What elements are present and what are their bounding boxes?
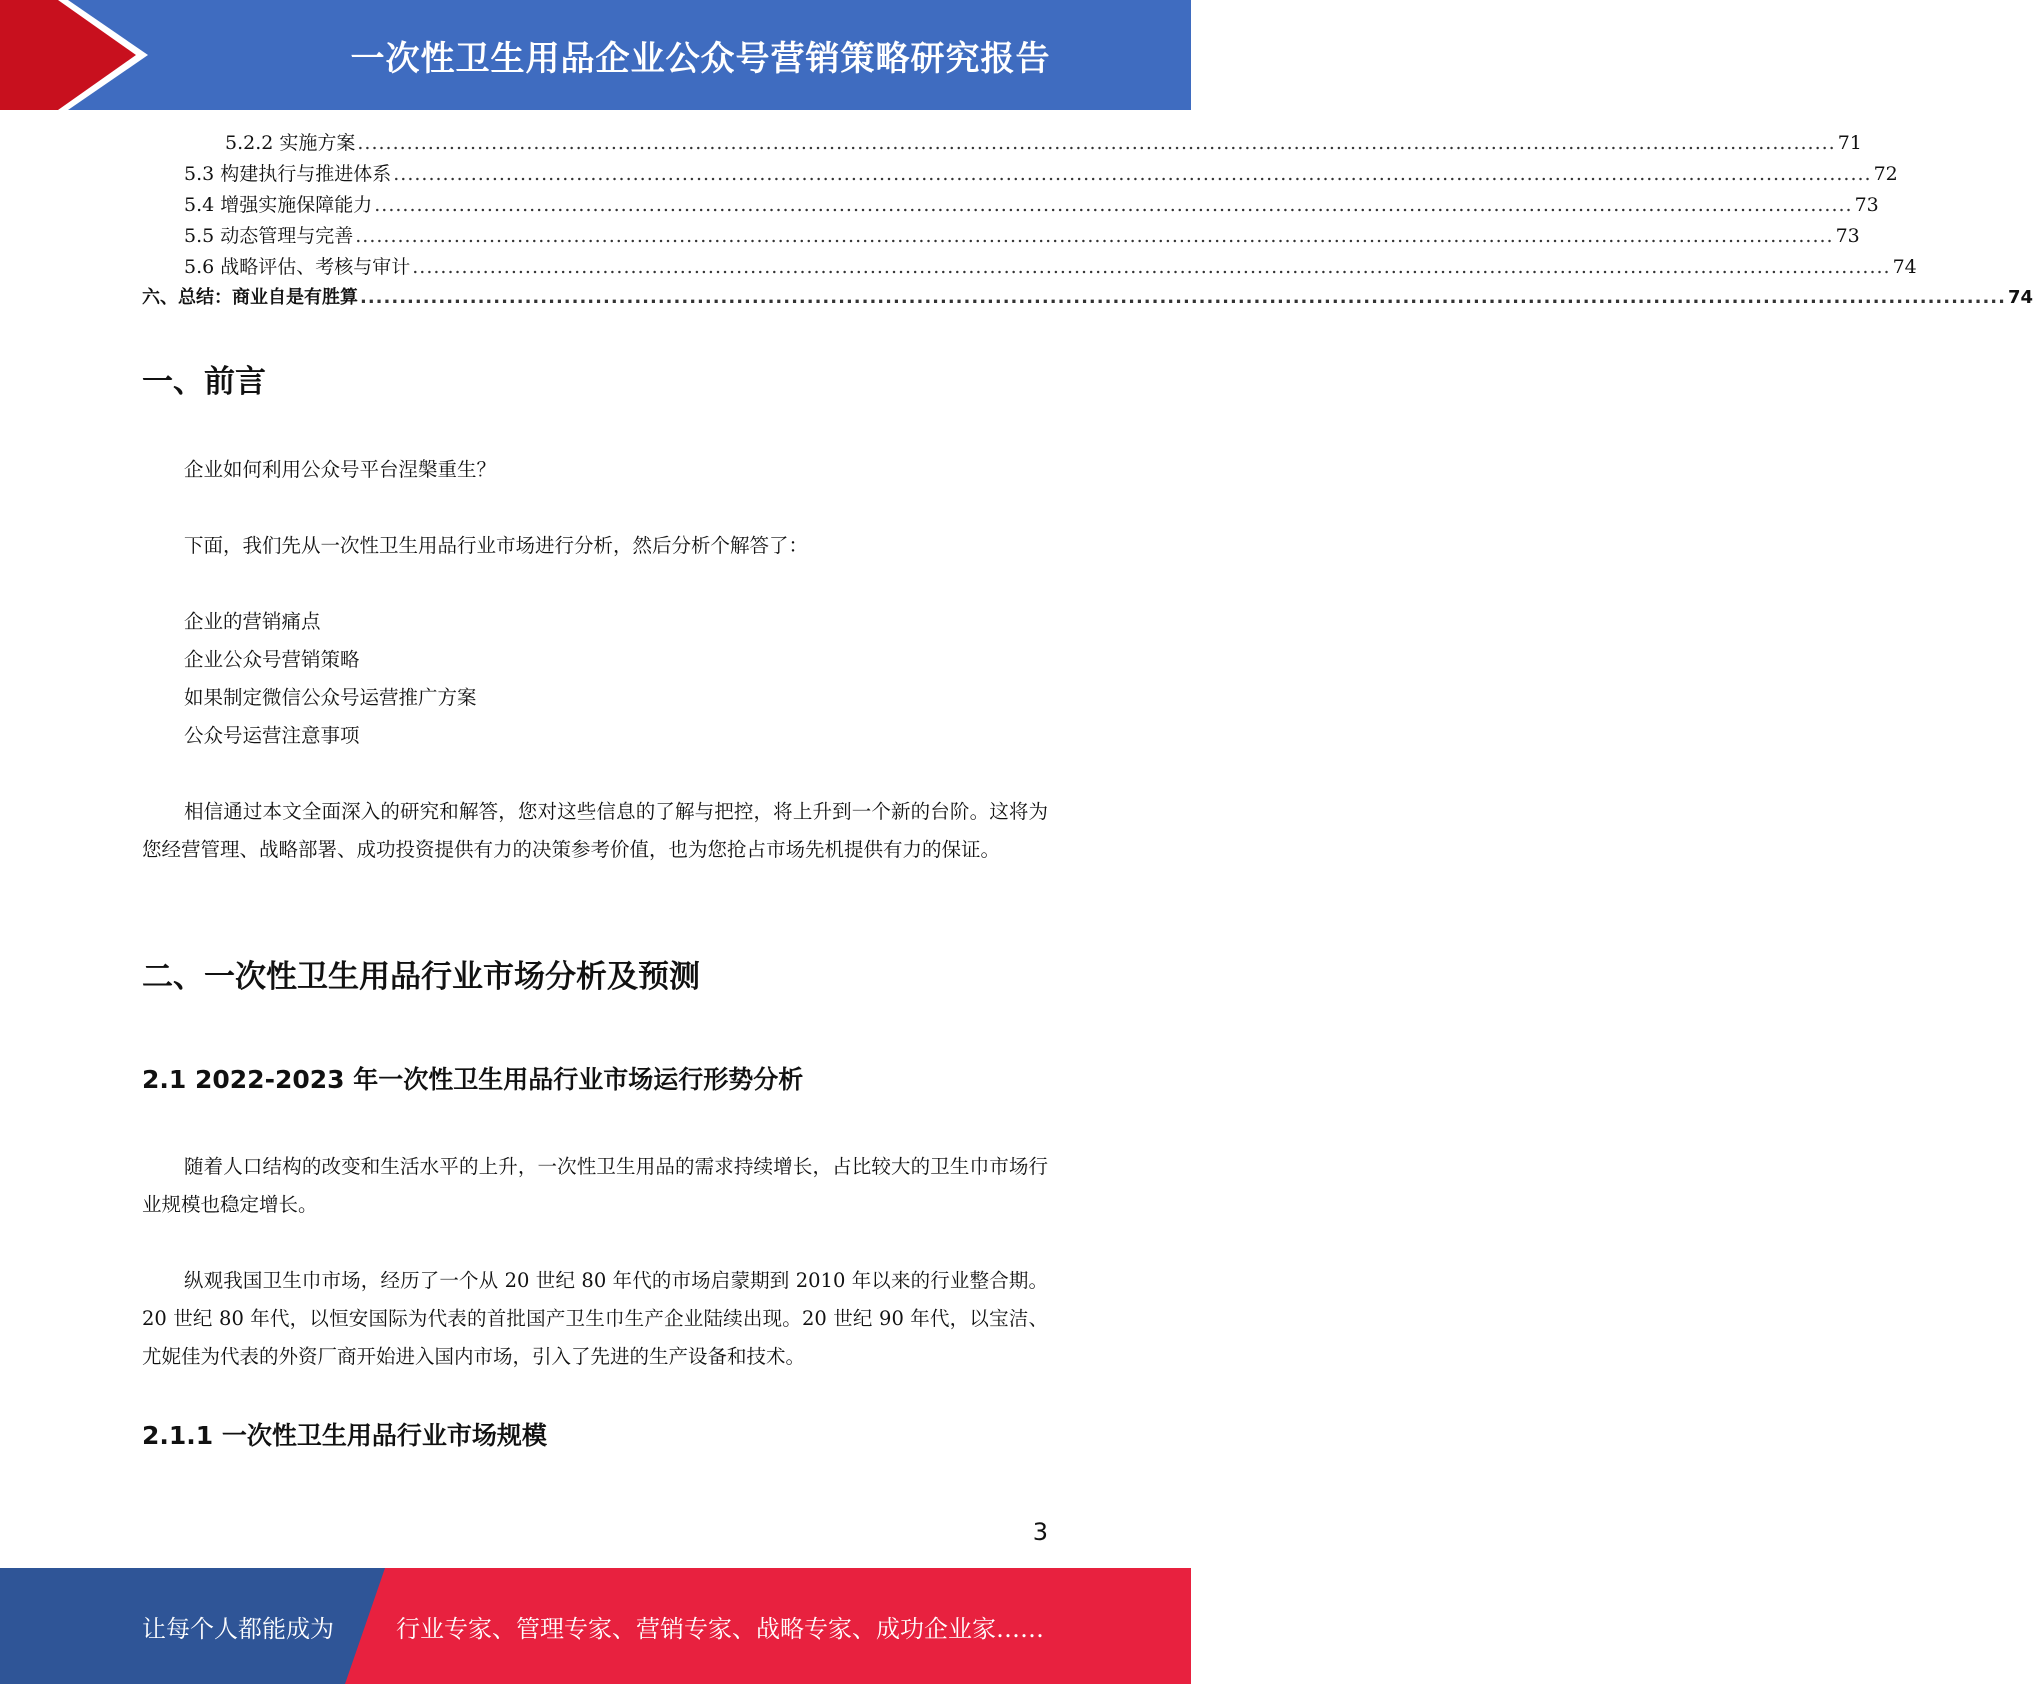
preface-list-item: 企业的营销痛点 [184, 610, 321, 633]
header-band [0, 0, 1191, 110]
table-of-contents [142, 128, 2033, 314]
toc-entry-label: 5.6 战略评估、考核与审计 [184, 256, 411, 278]
preface-intro: 下面，我们先从一次性卫生用品行业市场进行分析，然后分析个解答了： [184, 534, 809, 557]
toc-entry-page: 74 [1892, 256, 1917, 278]
toc-leader-dots: .................................................................................................................................................................................................................. [355, 225, 1834, 247]
section-2-1-paragraph: 随着人口结构的改变和生活水平的上升，一次性卫生用品的需求持续增长，占比较大的卫生巾市场行业规模也稳定增长。 [142, 1155, 1048, 1216]
preface-conclusion: 相信通过本文全面深入的研究和解答，您对这些信息的了解与把控，将上升到一个新的台阶。这将为您经营管理、战略部署、成功投资提供有力的决策参考价值，也为您抢占市场先机提供有力的保证。 [142, 800, 1048, 861]
toc-entry[interactable] [142, 221, 1860, 252]
toc-entry-page: 72 [1873, 163, 1898, 185]
toc-entry-label: 5.3 构建执行与推进体系 [184, 163, 392, 185]
section-2-1-heading: 2.1 2022-2023 年一次性卫生用品行业市场运行形势分析 [142, 1065, 804, 1094]
footer-slogan-left: 让每个人都能成为 [142, 1614, 334, 1643]
footer-band [0, 1568, 1191, 1684]
preface-heading: 一、前言 [142, 364, 266, 400]
preface-list-item: 如果制定微信公众号运营推广方案 [184, 686, 477, 709]
section-2-1-1-heading: 2.1.1 一次性卫生用品行业市场规模 [142, 1421, 547, 1450]
toc-entry-label: 5.4 增强实施保障能力 [184, 194, 373, 216]
page-number: 3 [1032, 1518, 1048, 1546]
footer-slogan-right: 行业专家、管理专家、营销专家、战略专家、成功企业家…… [396, 1614, 1044, 1643]
toc-entry[interactable] [142, 128, 1862, 159]
chapter2-heading: 二、一次性卫生用品行业市场分析及预测 [142, 959, 700, 995]
toc-entry[interactable] [142, 190, 1879, 221]
toc-entry[interactable] [142, 252, 1917, 283]
toc-entry-page: 71 [1837, 132, 1862, 154]
toc-leader-dots: .................................................................................................................................................................................................................. [374, 194, 1853, 216]
toc-entry[interactable] [142, 159, 1898, 190]
preface-question: 企业如何利用公众号平台涅槃重生？ [184, 458, 497, 481]
section-2-1-paragraph: 纵观我国卫生巾市场，经历了一个从 20 世纪 80 年代的市场启蒙期到 2010 年以来的行业整合期。20 世纪 80 年代，以恒安国际为代表的首批国产卫生巾生产企业陆续出现。20 世纪 90 年代，以宝洁、尤妮佳为代表的外资厂商开始进入国内市场，引入了先进的生产设备和技术。 [142, 1269, 1048, 1368]
toc-entry-label: 5.2.2 实施方案 [225, 132, 356, 154]
toc-entry-page: 73 [1854, 194, 1879, 216]
report-title: 一次性卫生用品企业公众号营销策略研究报告 [350, 38, 1051, 79]
preface-list-item: 公众号运营注意事项 [184, 724, 360, 747]
toc-leader-dots: .................................................................................................................................................................................................................. [357, 132, 1836, 154]
toc-entry[interactable] [142, 283, 2033, 314]
toc-leader-dots: .................................................................................................................................................................................................................. [360, 287, 2006, 308]
toc-leader-dots: .................................................................................................................................................................................................................. [393, 163, 1872, 185]
toc-entry-label: 5.5 动态管理与完善 [184, 225, 354, 247]
toc-entry-page: 73 [1835, 225, 1860, 247]
toc-leader-dots: .................................................................................................................................................................................................................. [412, 256, 1891, 278]
toc-entry-page: 74 [2007, 287, 2033, 308]
preface-list-item: 企业公众号营销策略 [184, 648, 360, 671]
toc-entry-label: 六、总结：商业自是有胜算 [142, 287, 358, 308]
